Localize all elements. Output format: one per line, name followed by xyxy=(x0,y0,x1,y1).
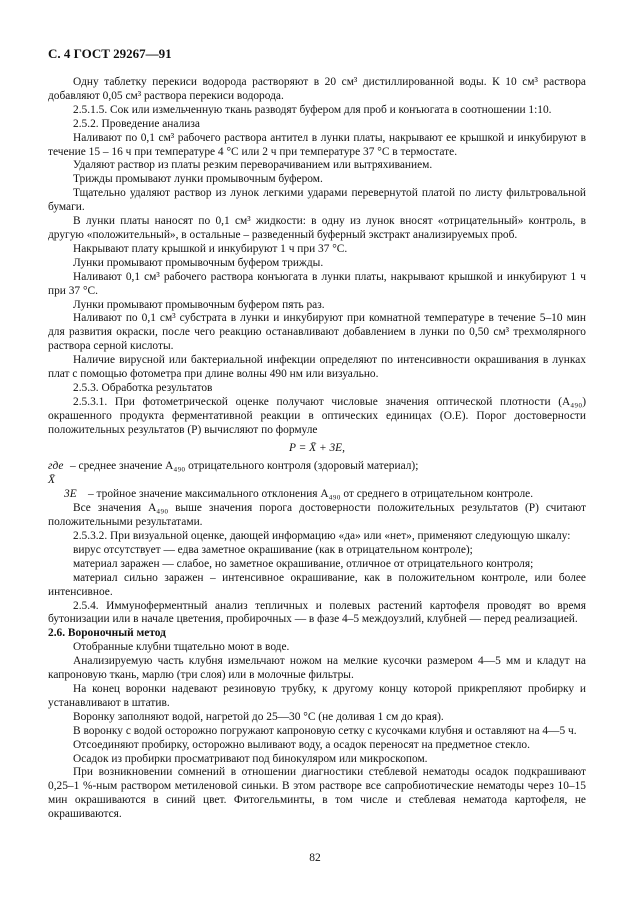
paragraph: Воронку заполняют водой, нагретой до 25—30 °С (не доливая 1 см до края). xyxy=(73,710,444,723)
paragraph: В лунки платы наносят по 0,1 см³ жидкости: в одну из лунок вносят «отрицательный» контроль, в другую «положительный», в остальные – разведенный буферный экстракт анализируемых проб. xyxy=(48,215,586,241)
paragraph: Трижды промывают лунки промывочным буфером. xyxy=(73,173,323,186)
paragraph: Анализируемую часть клубня измельчают ножом на мелкие кусочки размером 4—5 мм и кладут на капроновую ткань, марлю (три слоя) или в молочные фильтры. xyxy=(48,655,586,682)
paragraph: Тщательно удаляют раствор из лунок легкими ударами перевернутой платой по листу фильтровальной бумаги. xyxy=(48,187,586,214)
paragraph: Наличие вирусной или бактериальной инфекции определяют по интенсивности окрашивания в лунках плат с помощью фотометра при длине волны 490 нм или визуально. xyxy=(48,354,586,381)
paragraph: При возникновении сомнений в отношении диагностики стеблевой нематоды осадок подкрашивают 0,25–1 %-ным раствором метиленовой синьки. В этом растворе все сапробиотические нематоды через 10–15 мин окрашиваются в синий цвет. Фитогельминты, в том числе и стеблевая нематода картофеля, не окрашиваются. xyxy=(48,766,586,821)
paragraph: материал сильно заражен – интенсивное окрашивание, как в положительном контроле, или более интенсивное. xyxy=(48,571,586,598)
definition-text: – тройное значение максимального отклонения A₄₉₀ от среднего в отрицательном контроле. xyxy=(88,488,534,501)
paragraph: 2.5.3. Обработка результатов xyxy=(73,381,213,394)
paragraph: Удаляют раствор из платы резким переворачиванием или вытряхиванием. xyxy=(73,159,433,172)
definition-term: где X̄ xyxy=(48,460,64,487)
paragraph: Осадок из пробирки просматривают под бинокуляром или микроскопом. xyxy=(73,752,428,765)
paragraph: Лунки промывают промывочным буфером трижды. xyxy=(73,256,324,269)
paragraph: вирус отсутствует — едва заметное окрашивание (как в отрицательном контроле); xyxy=(73,543,473,556)
paragraph: Накрывают плату крышкой и инкубируют 1 ч при 37 °С. xyxy=(73,242,348,255)
paragraph: Отсоединяют пробирку, осторожно выливают воду, а осадок переносят на предметное стекло. xyxy=(73,738,530,751)
definition-term: 3E xyxy=(64,488,77,501)
formula: P = X̄ + 3E, xyxy=(289,441,345,454)
definition-row xyxy=(48,460,586,488)
paragraph: 2.5.3.1. При фотометрической оценке получают числовые значения оптической плотности (A₄₉₀) окрашенного продукта ферментативной реакции в оптических единицах (О.Е). Порог достоверности положительных результатов (P) вычисляют по формуле xyxy=(48,395,586,436)
paragraph: Все значения A₄₉₀ выше значения порога достоверности положительных результатов (P) считают положительными результатами. xyxy=(48,502,586,529)
definition-text: – среднее значение A₄₉₀ отрицательного контроля (здоровый материал); xyxy=(70,460,419,473)
paragraph: 2.5.4. Иммуноферментный анализ тепличных и полевых растений картофеля проводят во время бутонизации или в начале цветения, пробирочных — в фазе 4–5 междоузлий, клубней — перед реализацией. xyxy=(48,599,586,626)
paragraph: Лунки промывают промывочным буфером пять раз. xyxy=(73,298,325,311)
paragraph: 2.5.1.5. Сок или измельченную ткань разводят буфером для проб и конъюгата в соотношении 1:10. xyxy=(73,103,552,116)
paragraph: Наливают по 0,1 см³ субстрата в лунки и инкубируют при комнатной температуре в течение 5–10 мин для развития окраски, после чего реакцию останавливают добавлением в лунки по 0,50 см³ трехмолярного раствора серной кислоты. xyxy=(48,312,586,353)
section-heading: 2.6. Вороночный метод xyxy=(48,627,166,640)
page-number: 82 xyxy=(309,852,321,864)
paragraph: 2.5.2. Проведение анализа xyxy=(73,117,200,130)
paragraph: На конец воронки надевают резиновую трубку, к другому концу которой прикрепляют пробирку и устанавливают в штатив. xyxy=(48,682,586,709)
paragraph: материал заражен — слабое, но заметное окрашивание, отличное от отрицательного контроля; xyxy=(73,557,534,570)
paragraph: 2.5.3.2. При визуальной оценке, дающей информацию «да» или «нет», применяют следующую шкалу: xyxy=(73,530,571,542)
paragraph: Одну таблетку перекиси водорода растворяют в 20 см³ дистиллированной воды. К 10 см³ раствора добавляют 0,05 см³ раствора перекиси водорода. xyxy=(48,76,586,102)
page-header: С. 4 ГОСТ 29267—91 xyxy=(48,46,172,61)
paragraph: Отобранные клубни тщательно моют в воде. xyxy=(73,641,290,654)
document-body xyxy=(48,76,586,822)
paragraph: Наливают по 0,1 см³ рабочего раствора антител в лунки платы, накрывают ее крышкой и инкубируют в течение 15 – 16 ч при температуре 4 °С или 2 ч при температуре 37 °С в термостате. xyxy=(48,131,586,158)
paragraph: В воронку с водой осторожно погружают капроновую сетку с кусочками клубня и оставляют на 4—5 ч. xyxy=(73,724,577,737)
definition-row xyxy=(48,488,586,502)
paragraph: Наливают 0,1 см³ рабочего раствора конъюгата в лунки платы, накрывают крышкой и инкубируют 1 ч при 37 °С. xyxy=(48,270,586,297)
